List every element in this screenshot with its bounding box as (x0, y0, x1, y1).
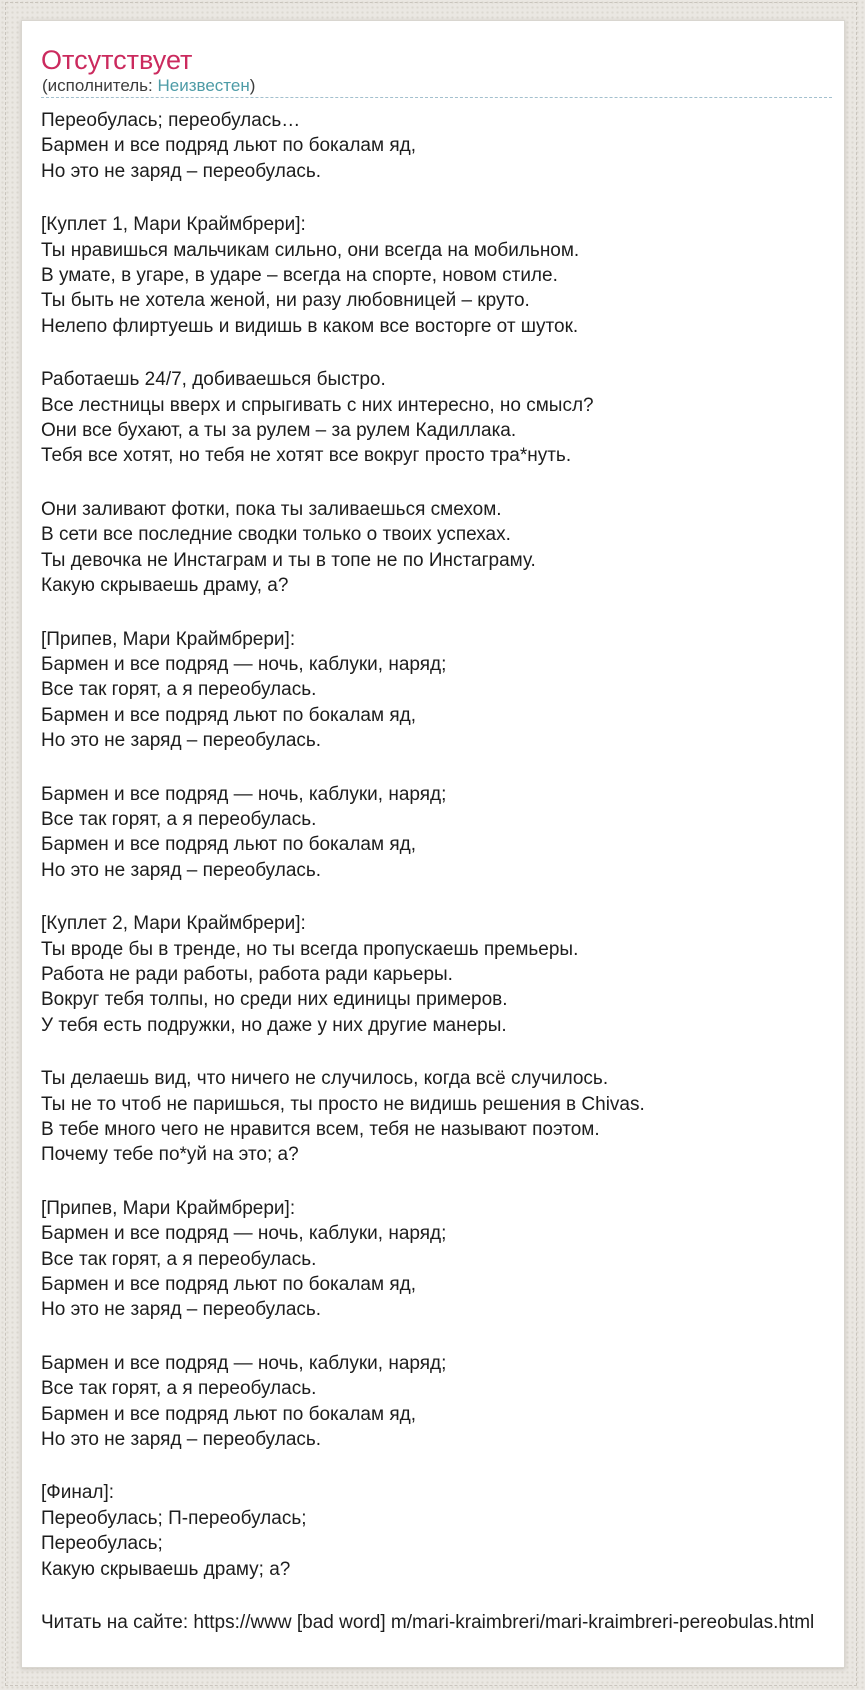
lyric-line: У тебя есть подружки, но даже у них другие манеры. (41, 1014, 507, 1036)
lyric-line: Бармен и все подряд льют по бокалам яд, (41, 1274, 416, 1296)
lyric-line: Бармен и все подряд льют по бокалам яд, (41, 135, 416, 157)
lyric-line: Ты не то чтоб не паришься, ты просто не видишь решения в Chivas. (41, 1093, 645, 1115)
lyric-line: [Припев, Мари Краймбрери]: (41, 1197, 296, 1219)
lyric-line: Но это не заряд – переобулась. (41, 859, 322, 881)
lyric-line: Работаешь 24/7, добиваешься быстро. (41, 369, 386, 391)
lyric-line: Нелепо флиртуешь и видишь в каком все восторге от шуток. (41, 315, 579, 337)
lyric-line: В тебе много чего не нравится всем, тебя не называют поэтом. (41, 1119, 600, 1140)
lyric-line: Работа не ради работы, работа ради карьеры. (41, 963, 453, 985)
artist-line (41, 77, 832, 98)
lyric-line: Они все бухают, а ты за рулем – за рулем Кадиллака. (41, 420, 517, 442)
stanza (41, 1196, 832, 1323)
lyric-line: Бармен и все подряд — ночь, каблуки, наряд; (41, 653, 447, 675)
lyric-line: [Припев, Мари Краймбрери]: (41, 628, 296, 650)
lyrics-text (41, 108, 832, 1582)
stanza (41, 367, 832, 469)
lyric-line: Ты нравишься мальчикам сильно, они всегда на мобильном. (41, 239, 580, 261)
stanza (41, 1066, 832, 1168)
stanza (41, 627, 832, 754)
lyric-line: Бармен и все подряд — ночь, каблуки, наряд; (41, 783, 447, 805)
lyric-line: Бармен и все подряд льют по бокалам яд, (41, 704, 416, 726)
stanza (41, 1480, 832, 1582)
stanza (41, 212, 832, 339)
lyric-line: [Куплет 1, Мари Краймбрери]: (41, 214, 306, 236)
stanza (41, 1351, 832, 1453)
lyric-line: Переобулась; П-переобулась; (41, 1507, 307, 1529)
lyric-line: Все так горят, а я переобулась. (41, 679, 317, 701)
lyric-line: Бармен и все подряд — ночь, каблуки, наряд; (41, 1352, 447, 1374)
lyric-line: Тебя все хотят, но тебя не хотят все вокруг просто тра*нуть. (41, 445, 572, 467)
lyric-line: Ты девочка не Инстаграм и ты в топе не по Инстаграму. (41, 549, 536, 571)
lyric-line: В сети все последние сводки только о твоих успехах. (41, 524, 511, 546)
lyric-line: В умате, в угаре, в ударе – всегда на спорте, новом стиле. (41, 265, 558, 287)
lyric-line: Переобулась; переобулась… (41, 110, 301, 131)
lyric-line: Они заливают фотки, пока ты заливаешься смехом. (41, 498, 502, 520)
lyric-line: Вокруг тебя толпы, но среди них единицы примеров. (41, 989, 508, 1011)
lyric-line: Ты делаешь вид, что ничего не случилось, когда всё случилось. (41, 1068, 609, 1090)
lyric-line: Ты вроде бы в тренде, но ты всегда пропускаешь премьеры. (41, 938, 579, 960)
lyric-line: Какую скрываешь драму, а? (41, 575, 289, 597)
lyric-line: Бармен и все подряд — ночь, каблуки, наряд; (41, 1223, 447, 1245)
lyric-line: Бармен и все подряд льют по бокалам яд, (41, 1403, 416, 1425)
lyric-line: Все так горят, а я переобулась. (41, 1248, 317, 1270)
lyric-line: Какую скрываешь драму; а? (41, 1558, 291, 1580)
lyric-line: Бармен и все подряд льют по бокалам яд, (41, 834, 416, 856)
artist-link[interactable]: Неизвестен (157, 76, 250, 95)
lyric-line: [Финал]: (41, 1482, 115, 1504)
artist-prefix: (исполнитель: (42, 76, 153, 95)
lyric-line: Почему тебе по*уй на это; а? (41, 1144, 299, 1166)
stanza (41, 782, 832, 884)
lyric-line: Все так горят, а я переобулась. (41, 808, 317, 830)
song-title: Отсутствует (41, 45, 193, 75)
lyrics-card (21, 20, 845, 1668)
lyric-line: Но это не заряд – переобулась. (41, 730, 322, 752)
lyric-line: [Куплет 2, Мари Краймбрери]: (41, 913, 306, 935)
lyric-line: Но это не заряд – переобулась. (41, 1299, 322, 1321)
stanza (41, 497, 832, 599)
artist-suffix: ) (249, 76, 256, 95)
lyric-line: Но это не заряд – переобулась. (41, 1429, 322, 1451)
lyric-line: Все так горят, а я переобулась. (41, 1378, 317, 1400)
stanza (41, 108, 832, 184)
stanza (41, 911, 832, 1038)
lyric-line: Ты быть не хотела женой, ни разу любовницей – круто. (41, 290, 530, 312)
lyric-line: Все лестницы вверх и спрыгивать с них интересно, но смысл? (41, 394, 594, 416)
read-on-site-line: Читать на сайте: https://www [bad word] m/mari-kraimbreri/mari-kraimbreri-pereobulas.html (41, 1612, 815, 1634)
lyric-line: Но это не заряд – переобулась. (41, 160, 322, 182)
lyric-line: Переобулась; (41, 1533, 163, 1555)
